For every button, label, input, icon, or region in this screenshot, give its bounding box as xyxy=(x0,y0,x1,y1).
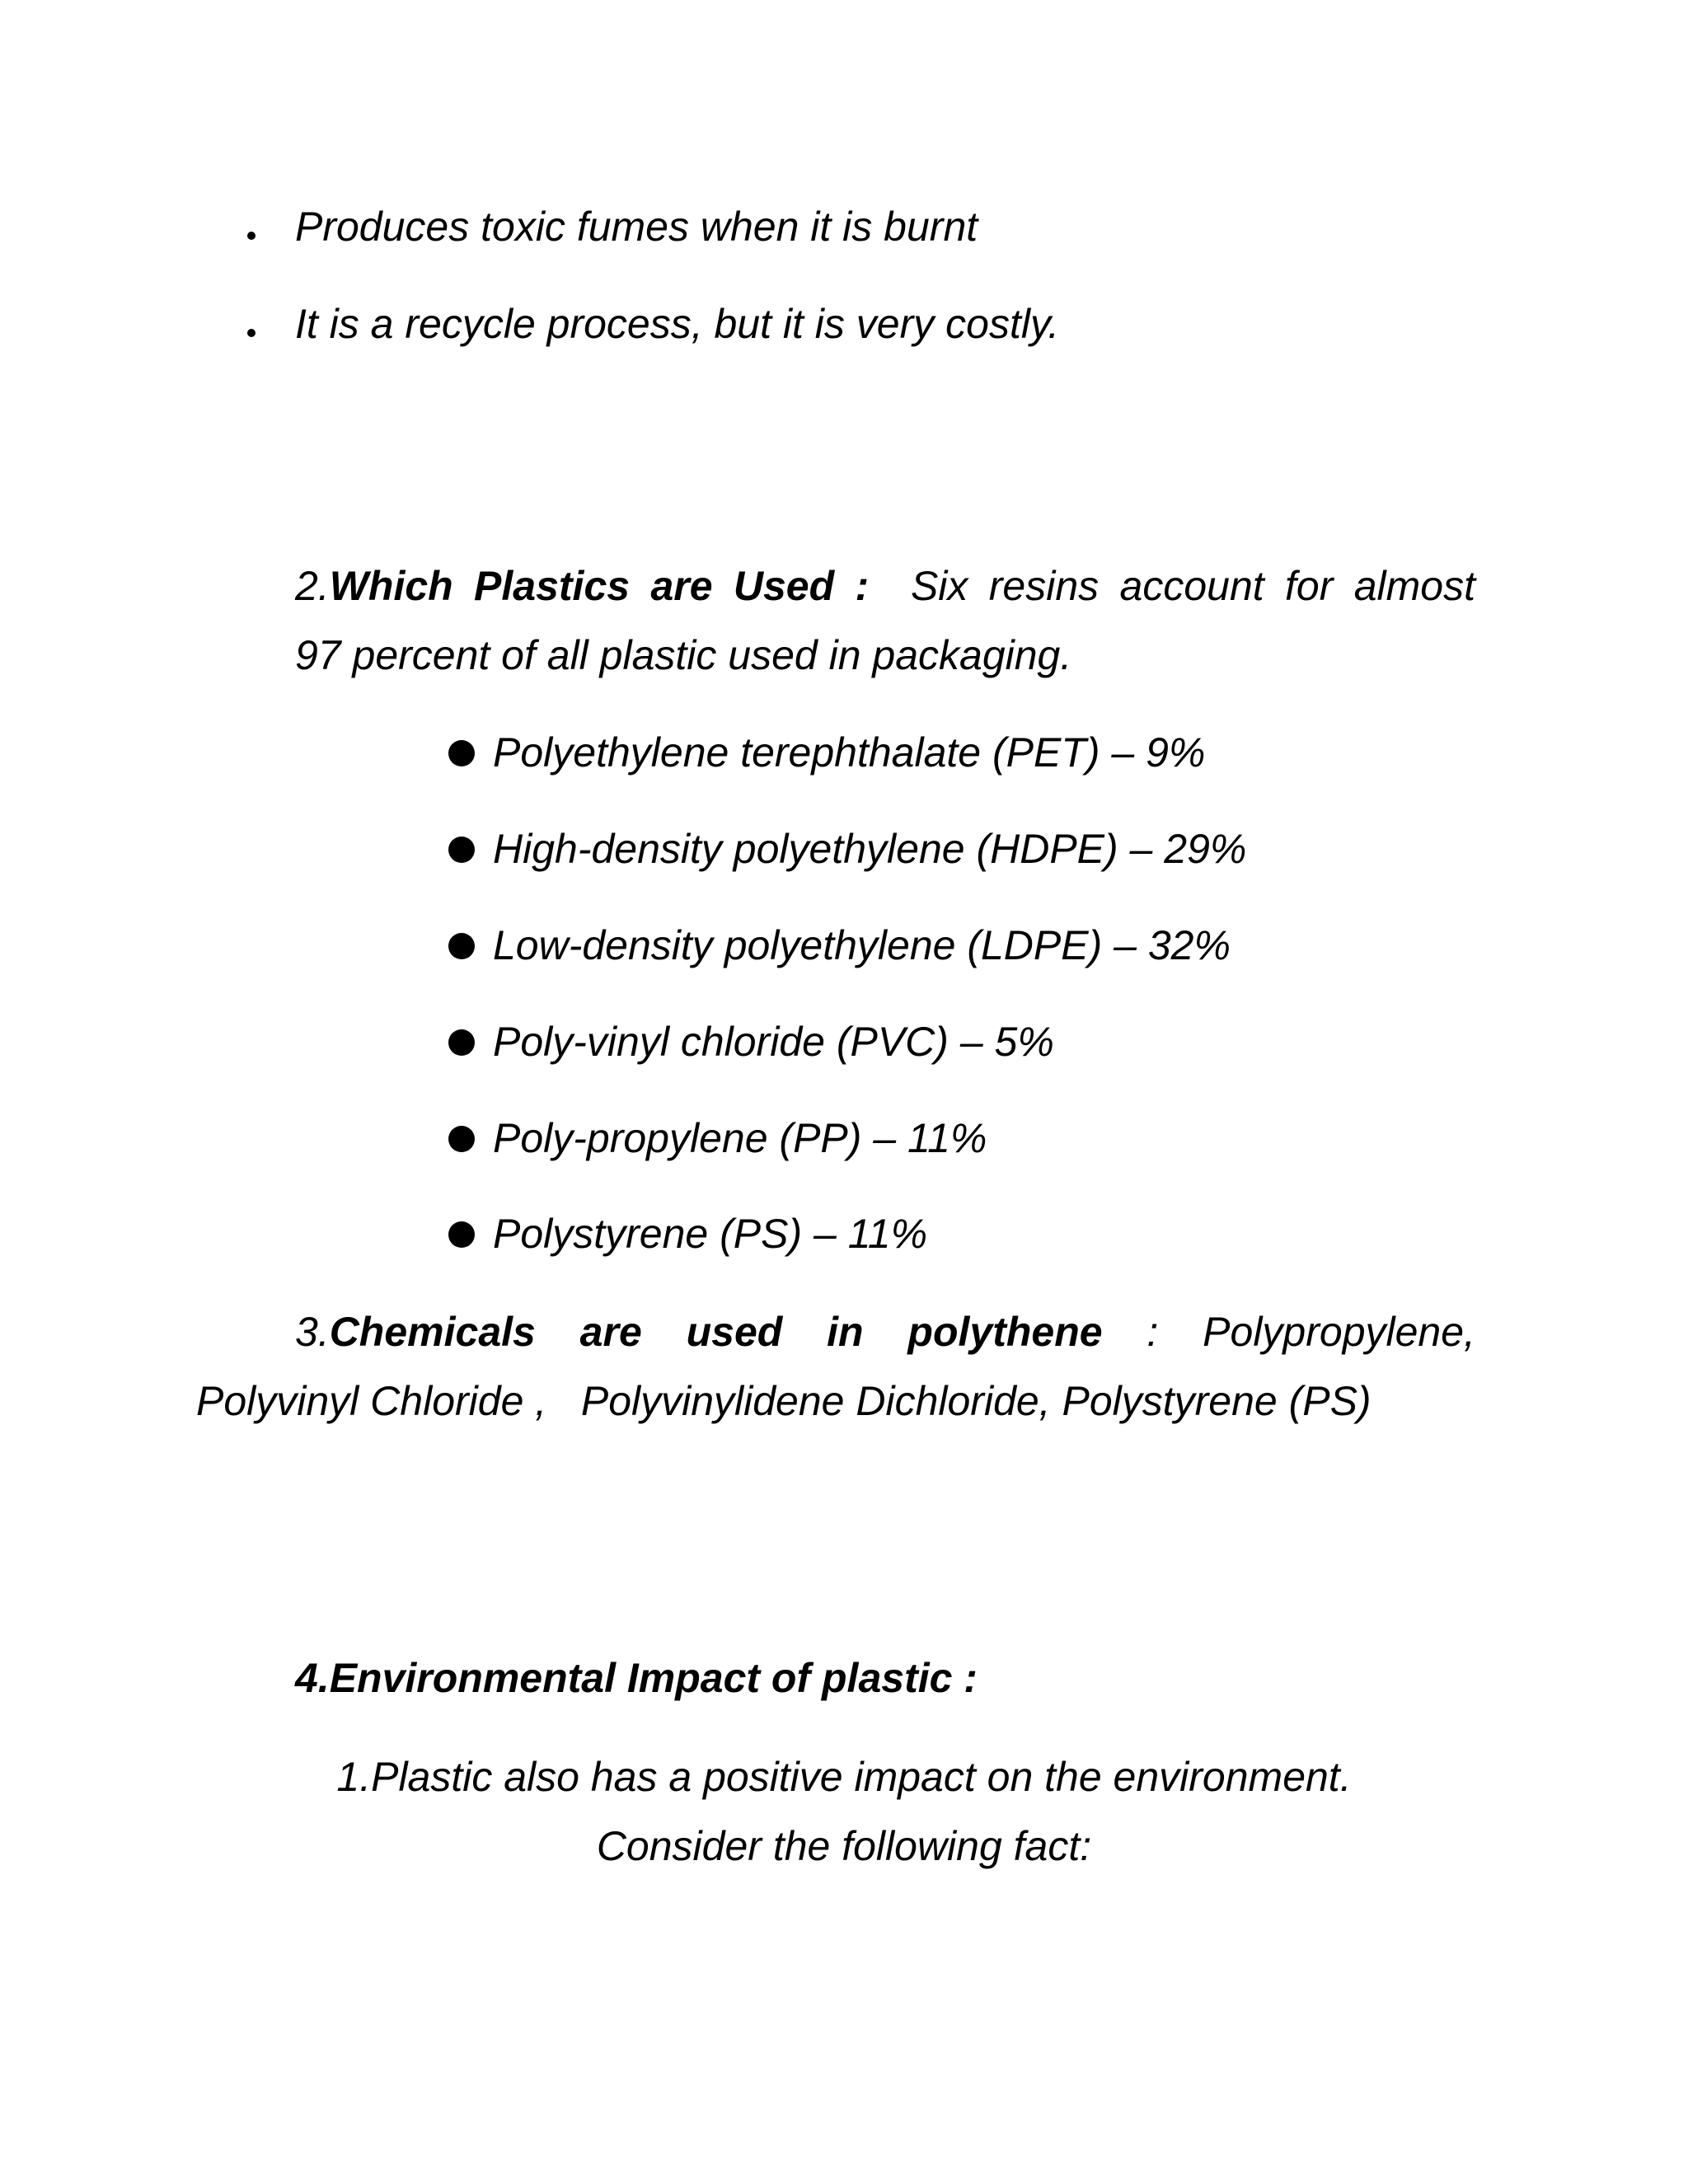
bullet-icon xyxy=(448,740,475,766)
section-2-heading: Which Plastics are Used : xyxy=(329,563,870,609)
section-3-line1 xyxy=(295,1307,1475,1357)
bullet-icon xyxy=(448,837,475,863)
intro-bullet-text: It is a recycle process, but it is very costly. xyxy=(295,301,1060,347)
resin-list-item: Polyethylene terephthalate (PET) – 9% xyxy=(493,729,1206,776)
resin-list-item: Polystyrene (PS) – 11% xyxy=(493,1211,928,1257)
bullet-icon xyxy=(247,232,256,240)
section-3-line2: Polyvinyl Chloride , Polyvinylidene Dichloride, Polystyrene (PS) xyxy=(196,1378,1372,1424)
section-4-point-line1: 1.Plastic also has a positive impact on the environment. xyxy=(336,1754,1352,1800)
resin-list-item: Poly-propylene (PP) – 11% xyxy=(493,1115,987,1161)
section-3-heading-word: in xyxy=(827,1309,864,1355)
bullet-icon xyxy=(448,933,475,959)
resin-list-item: Low-density polyethylene (LDPE) – 32% xyxy=(493,922,1231,968)
bullet-icon xyxy=(448,1221,475,1248)
section-3-line1-tail: Polypropylene, xyxy=(1203,1309,1475,1355)
section-2-intro-line1 xyxy=(295,561,1475,611)
section-3-heading-word: polythene xyxy=(907,1309,1103,1355)
resin-list-item: High-density polyethylene (HDPE) – 29% xyxy=(493,826,1247,872)
bullet-icon xyxy=(448,1029,475,1056)
section-3-heading-word: are xyxy=(579,1309,642,1355)
section-2-intro-line2: 97 percent of all plastic used in packaging. xyxy=(295,632,1072,678)
section-3-number: 3. xyxy=(295,1309,330,1355)
bullet-icon xyxy=(448,1126,475,1152)
section-3-heading-word: Chemicals xyxy=(329,1309,536,1355)
section-2-text: Six resins account for almost xyxy=(910,563,1475,609)
section-4-point-line2: Consider the following fact: xyxy=(596,1823,1092,1869)
intro-bullet-text: Produces toxic fumes when it is burnt xyxy=(295,204,978,250)
resin-list-item: Poly-vinyl chloride (PVC) – 5% xyxy=(493,1019,1054,1065)
section-2-number: 2. xyxy=(295,563,330,609)
section-3-colon: : xyxy=(1146,1309,1159,1355)
bullet-icon xyxy=(247,329,256,337)
section-3-heading-word: used xyxy=(686,1309,783,1355)
section-4-heading: 4.Environmental Impact of plastic : xyxy=(295,1655,978,1701)
